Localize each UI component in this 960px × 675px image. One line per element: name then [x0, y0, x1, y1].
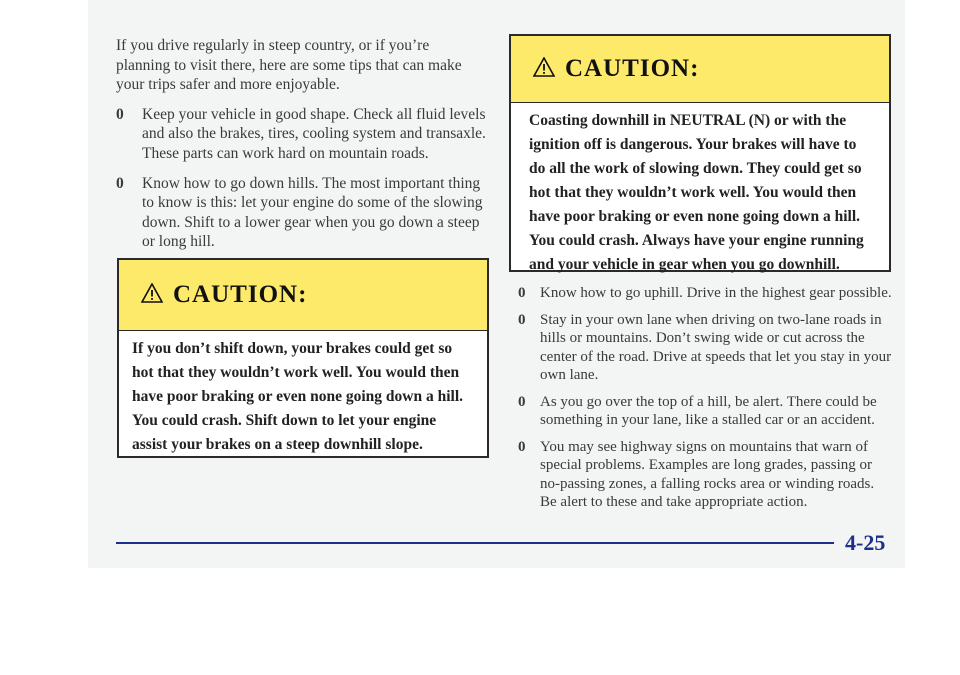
bullet-text: As you go over the top of a hill, be alert. There could be something in your lane, like a stalled car or an accident.: [540, 393, 877, 428]
right-bullet-list: [518, 284, 892, 512]
caution-text: Coasting downhill in NEUTRAL (N) or with the ignition off is dangerous. Your brakes will have to do all the work of slowing down. They could get so hot that they wouldn’t work well. You would then have poor braking or even none going down a hill. You could crash. Always have your engine running and your vehicle in gear when you go downhill.: [529, 112, 864, 273]
bullet-text: Know how to go uphill. Drive in the highest gear possible.: [540, 285, 892, 301]
bullet-marker: 0: [518, 285, 526, 301]
warning-triangle-icon: [533, 57, 555, 82]
caution-title: CAUTION:: [173, 281, 308, 308]
bullet-text: Stay in your own lane when driving on two-lane roads in hills or mountains. Don’t swing wide or cut across the center of the road. Drive at speeds that let you stay in your own lane.: [540, 311, 892, 383]
right-column: [518, 284, 892, 520]
warning-triangle-icon: [141, 283, 163, 308]
bullet-marker: 0: [518, 438, 526, 455]
left-column: [116, 36, 486, 262]
bullet-marker: 0: [518, 393, 526, 410]
bullet-text: Know how to go down hills. The most important thing to know is this: let your engine do some of the slowing down. Shift to a lower gear when you go down a steep or long hill.: [142, 174, 483, 251]
caution-box-right: [509, 34, 891, 272]
list-item: [116, 105, 486, 164]
bullet-marker: 0: [518, 311, 526, 328]
list-item: [518, 438, 892, 512]
bullet-text: You may see highway signs on mountains that warn of special problems. Examples are long grades, passing or no-passing zones, a falling rocks area or winding roads. Be alert to these and take appropriate action.: [540, 438, 875, 510]
page-number: 4-25: [845, 530, 886, 555]
caution-box-left: [117, 258, 489, 458]
caution-text: If you don’t shift down, your brakes could get so hot that they wouldn’t work well. You would then have poor braking or even none going down a hill. You could crash. Shift down to let your engine assist your brakes on a steep downhill slope.: [132, 340, 464, 453]
list-item: [116, 174, 486, 252]
intro-paragraph: If you drive regularly in steep country, or if you’re planning to visit there, here are some tips that can make your trips safer and more enjoyable.: [116, 37, 462, 94]
list-item: [518, 393, 892, 430]
caution-header: [119, 260, 487, 331]
footer-rule: [116, 542, 834, 544]
bullet-marker: 0: [116, 174, 124, 192]
list-item: [518, 284, 892, 303]
left-bullet-list: [116, 105, 486, 252]
list-item: [518, 311, 892, 385]
caution-title: CAUTION:: [565, 55, 700, 82]
caution-header: [511, 36, 889, 103]
bullet-marker: 0: [116, 105, 124, 123]
bullet-text: Keep your vehicle in good shape. Check all fluid levels and also the brakes, tires, cooling system and transaxle. These parts can work hard on mountain roads.: [142, 105, 486, 162]
